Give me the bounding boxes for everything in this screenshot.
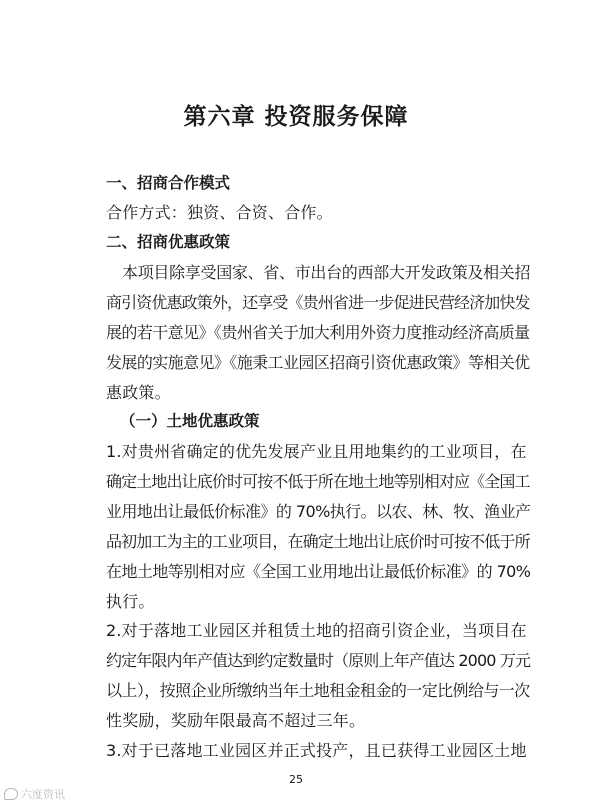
chapter-title: 第六章 投资服务保障: [183, 103, 409, 130]
item3-line: 3.对于已落地工业园区并正式投产，且已获得工业园区土地: [106, 741, 527, 760]
watermark: [4, 786, 65, 802]
paragraph-line: 展的若干意见》《贵州省关于加大利用外资力度推动经济高质量: [106, 323, 530, 342]
item1-line: 1.对贵州省确定的优先发展产业且用地集约的工业项目，在: [106, 442, 527, 461]
section-heading-incentive-policy: 二、招商优惠政策: [106, 233, 231, 251]
subsection-heading-land-policy: （一）土地优惠政策: [120, 412, 260, 430]
watermark-logo-icon: [4, 788, 18, 800]
item2-line: 以上），按照企业所缴纳当年土地租金租金的一定比例给与一次: [106, 681, 530, 700]
item1-line: 确定土地出让底价时可按不低于所在地土地等别相对应《全国工: [106, 472, 530, 491]
paragraph-line: 商引资优惠政策外，还享受《贵州省进一步促进民营经济加快发: [106, 293, 530, 312]
item1-line: 业用地出让最低价标准》的 70%执行。以农、林、牧、渔业产: [106, 502, 531, 521]
page-number: 25: [289, 773, 303, 786]
paragraph-line: 惠政策。: [106, 383, 171, 402]
item1-line: 在地土地等别相对应《全国工业用地出让最低价标准》的 70%: [106, 562, 531, 581]
item2-line: 性奖励，奖励年限最高不超过三年。: [106, 711, 366, 730]
item1-line: 品初加工为主的工业项目，在确定土地出让底价时可按不低于所: [106, 532, 530, 551]
cooperation-text: 合作方式：独资、合资、合作。: [106, 203, 333, 222]
item1-line: 执行。: [106, 592, 155, 611]
paragraph-line: 发展的实施意见》《施秉工业园区招商引资优惠政策》等相关优: [106, 353, 530, 372]
section-heading-investment-mode: 一、招商合作模式: [106, 174, 231, 192]
item2-line: 约定年限内年产值达到约定数量时（原则上年产值达 2000 万元: [106, 651, 531, 670]
item2-line: 2.对于落地工业园区并租赁土地的招商引资企业，当项目在: [106, 621, 527, 640]
paragraph-line: 本项目除享受国家、省、市出台的西部大开发政策及相关招: [122, 263, 531, 282]
watermark-text: 六度资讯: [21, 788, 65, 801]
